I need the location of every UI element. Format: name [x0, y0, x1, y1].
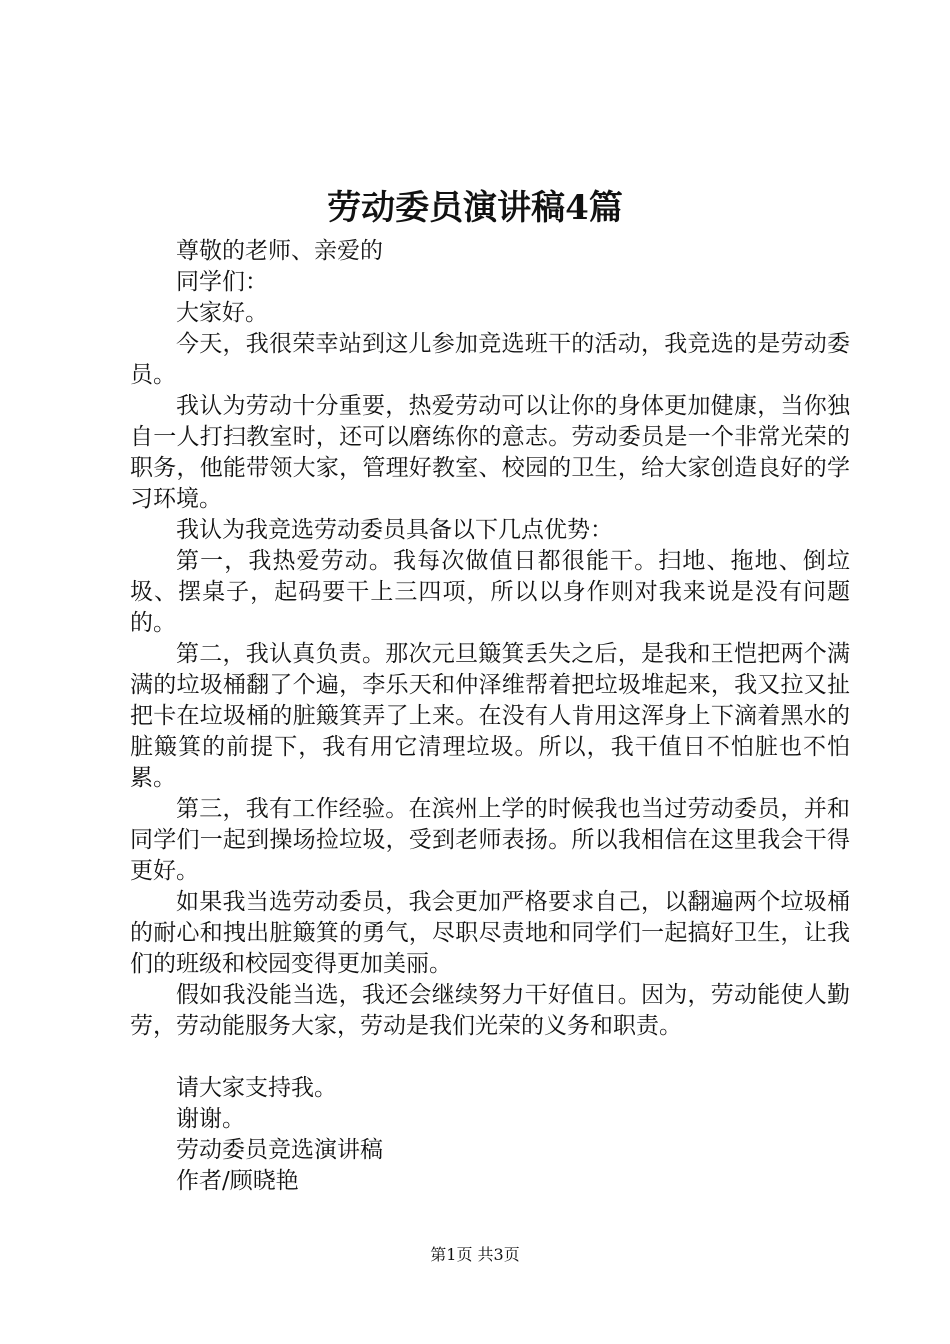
closing-thanks: 谢谢。	[176, 1106, 245, 1132]
closing-support: 请大家支持我。	[176, 1075, 337, 1101]
paragraph-gap	[130, 1042, 850, 1073]
greeting-line-2: 同学们：	[176, 269, 268, 295]
paragraph-intro: 今天，我很荣幸站到这儿参加竞选班干的活动，我竞选的是劳动委员。	[130, 331, 850, 388]
paragraph-third: 第三，我有工作经验。在滨州上学的时候我也当过劳动委员，并和同学们一起到操场捡垃圾，受到老师表扬。所以我相信在这里我会干得更好。	[130, 796, 850, 884]
paragraph-advantages: 我认为我竞选劳动委员具备以下几点优势：	[176, 517, 613, 543]
paragraph-first: 第一，我热爱劳动。我每次做值日都很能干。扫地、拖地、倒垃圾、摆桌子，起码要干上三四项，所以以身作则对我来说是没有问题的。	[130, 548, 850, 636]
document-body	[130, 236, 850, 1197]
greeting-line-3: 大家好。	[176, 300, 268, 326]
document-title: 劳动委员演讲稿4篇	[327, 188, 623, 228]
next-title: 劳动委员竞选演讲稿	[176, 1137, 383, 1163]
paragraph-second: 第二，我认真负责。那次元旦簸箕丢失之后，是我和王恺把两个满满的垃圾桶翻了个遍，李乐天和仲泽维帮着把垃圾堆起来，我又拉又扯把卡在垃圾桶的脏簸箕弄了上来。在没有人肯用这浑身上下滴着黑水的脏簸箕的前提下，我有用它清理垃圾。所以，我干值日不怕脏也不怕累。	[130, 641, 850, 791]
page-footer: 第1页 共3页	[430, 1245, 520, 1264]
paragraph-importance: 我认为劳动十分重要，热爱劳动可以让你的身体更加健康，当你独自一人打扫教室时，还可以磨练你的意志。劳动委员是一个非常光荣的职务，他能带领大家，管理好教室、校园的卫生，给大家创造良好的学习环境。	[130, 393, 850, 512]
paragraph-if-elected: 如果我当选劳动委员，我会更加严格要求自己，以翻遍两个垃圾桶的耐心和拽出脏簸箕的勇气，尽职尽责地和同学们一起搞好卫生，让我们的班级和校园变得更加美丽。	[130, 889, 850, 977]
greeting-line-1: 尊敬的老师、亲爱的	[176, 238, 383, 264]
paragraph-if-not-elected: 假如我没能当选，我还会继续努力干好值日。因为，劳动能使人勤劳，劳动能服务大家，劳动是我们光荣的义务和职责。	[130, 982, 850, 1039]
author-line: 作者/顾晓艳	[176, 1168, 299, 1194]
